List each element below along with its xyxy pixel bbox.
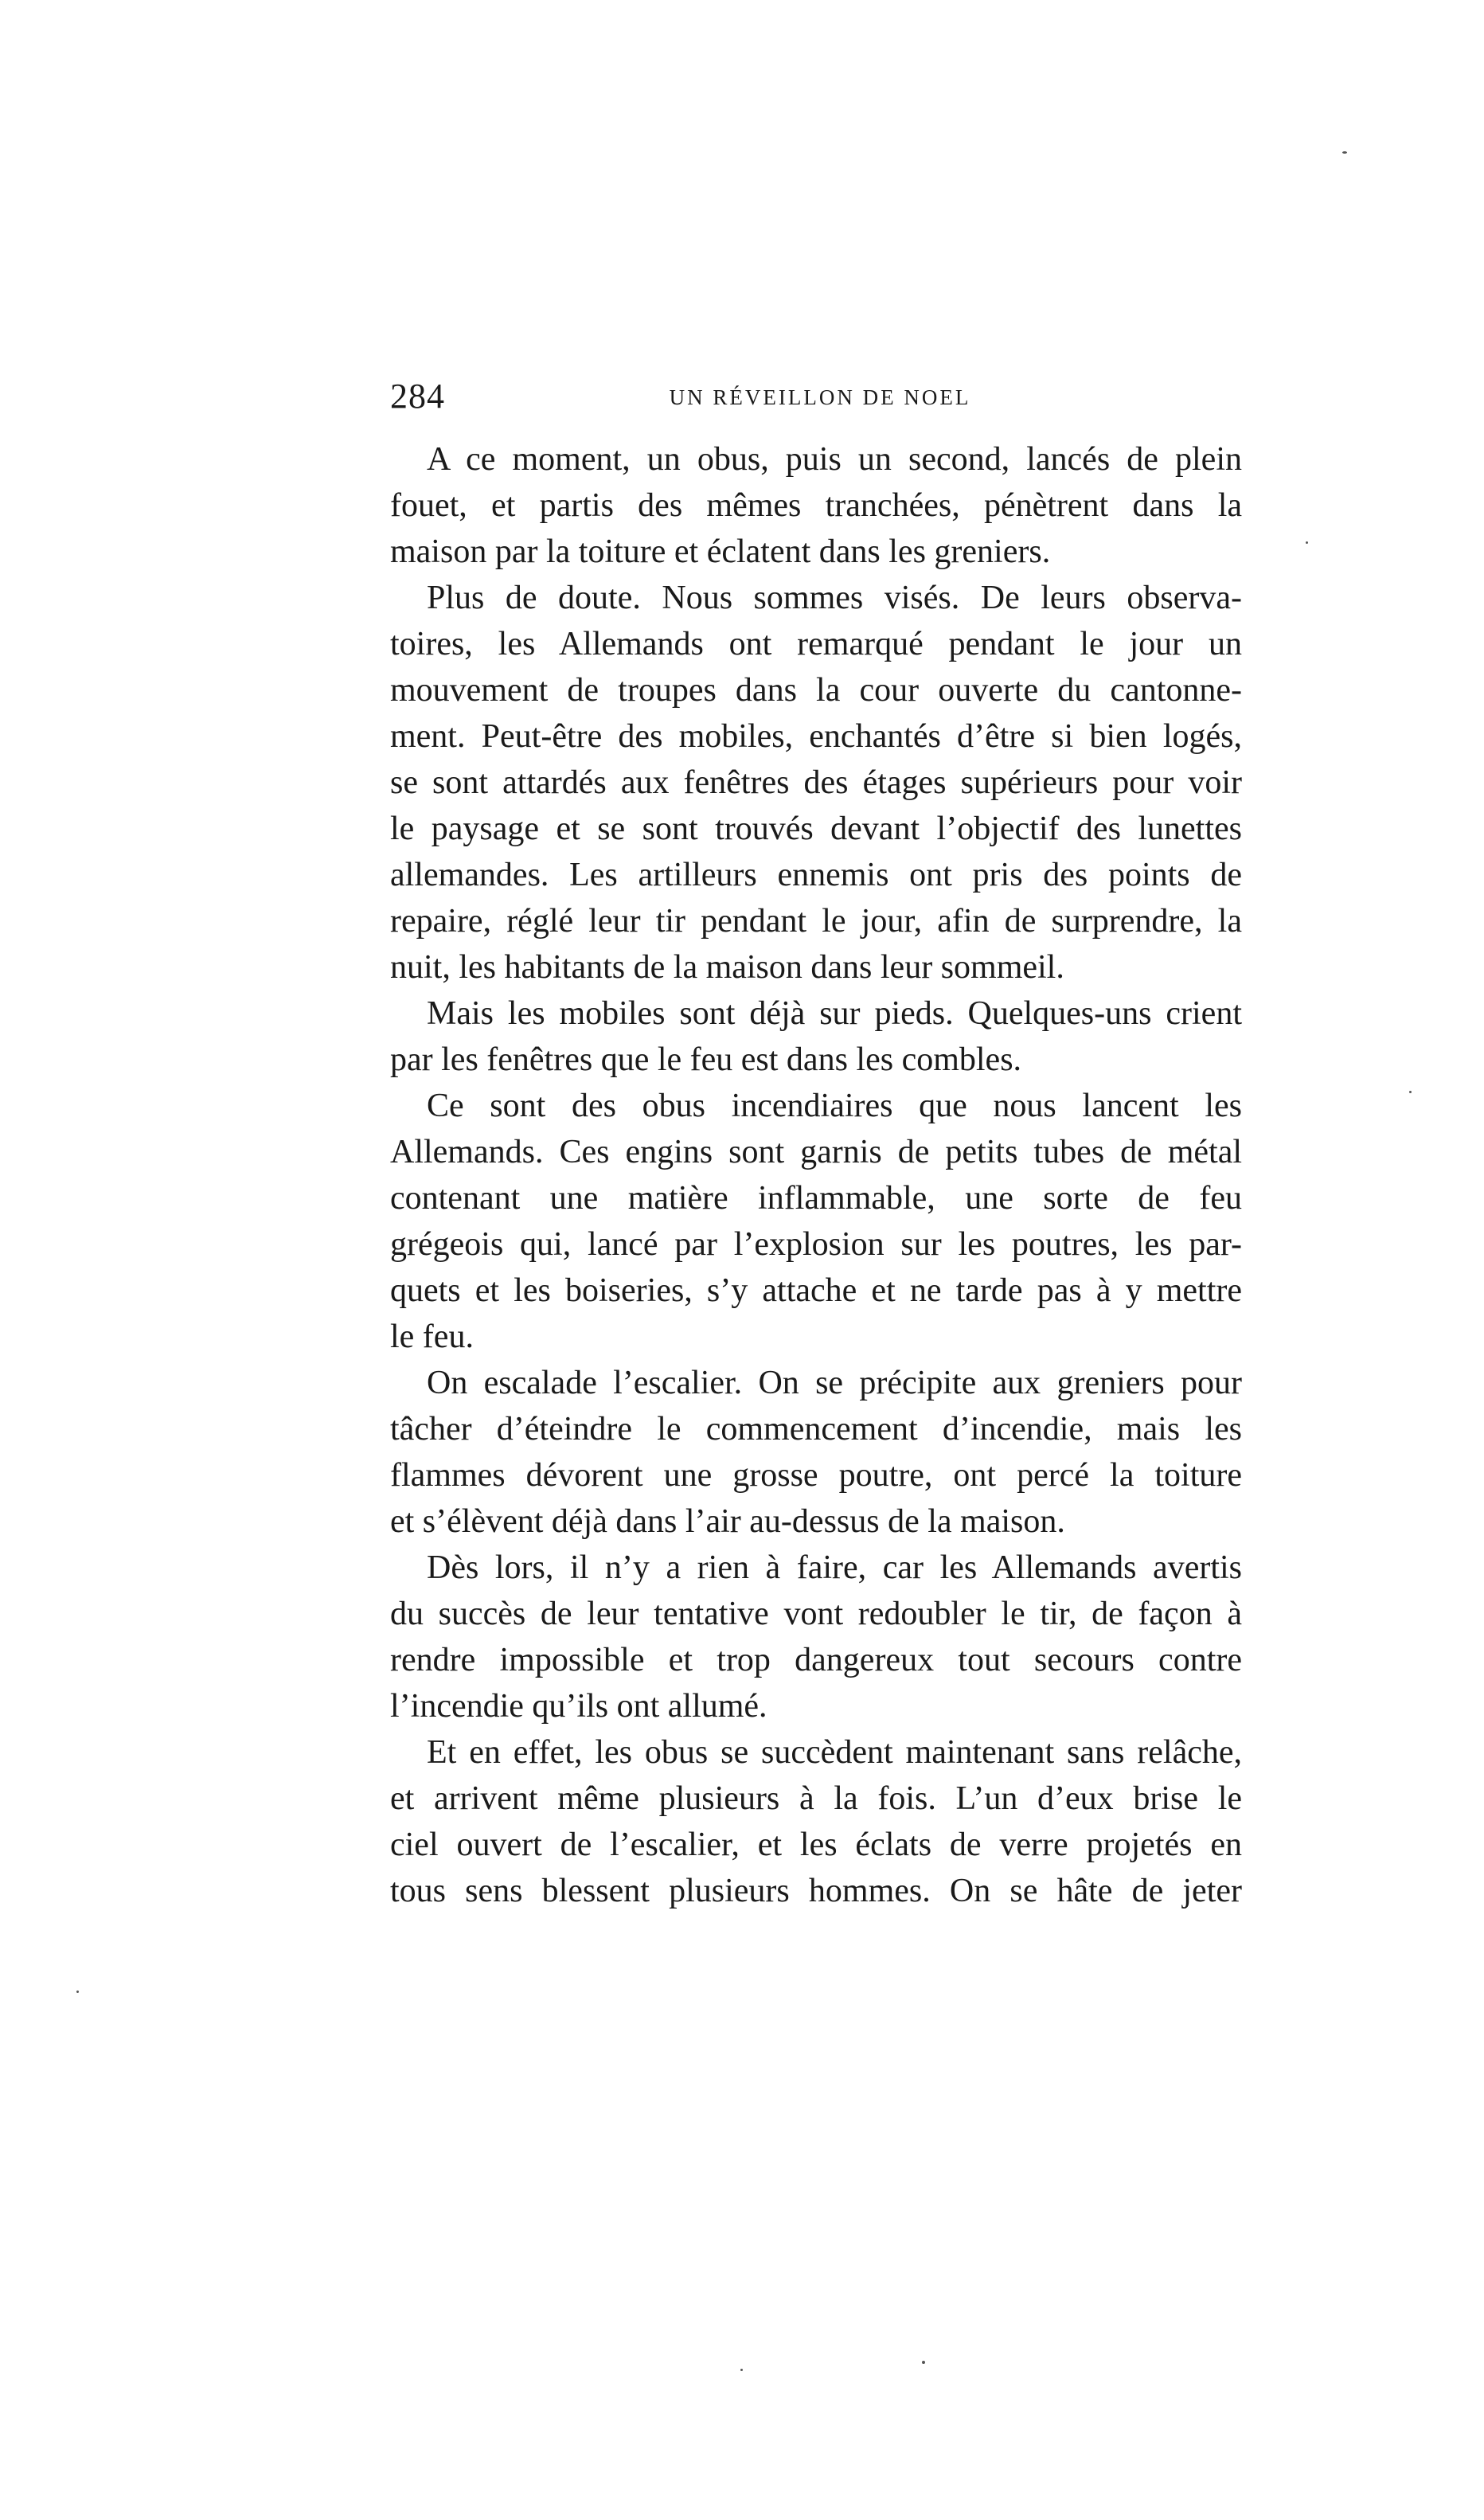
- text-line: toires, les Allemands ont remarqué pendant le jour un: [390, 626, 1242, 662]
- text-line: quets et les boiseries, s’y attache et ne tarde pas à y mettre: [390, 1272, 1242, 1309]
- paragraph: [390, 575, 1242, 990]
- text-line: le paysage et se sont trouvés devant l’objectif des lunettes: [390, 811, 1242, 847]
- running-title: UN RÉVEILLON DE NOEL: [669, 385, 971, 409]
- text-line: tâcher d’éteindre le commencement d’incendie, mais les: [390, 1411, 1242, 1448]
- text-line: Dès lors, il n’y a rien à faire, car les Allemands avertis: [427, 1549, 1242, 1586]
- text-line: Plus de doute. Nous sommes visés. De leurs observa-: [427, 580, 1242, 616]
- paragraph: [390, 1083, 1242, 1360]
- text-line: et s’élèvent déjà dans l’air au-dessus de la maison.: [390, 1503, 1065, 1540]
- paragraph: [390, 990, 1242, 1083]
- text-line: tous sens blessent plusieurs hommes. On se hâte de jeter: [390, 1873, 1242, 1909]
- text-line: ciel ouvert de l’escalier, et les éclats de verre projetés en: [390, 1827, 1242, 1863]
- text-line: se sont attardés aux fenêtres des étages supérieurs pour voir: [390, 764, 1242, 801]
- text-line: le feu.: [390, 1319, 474, 1355]
- text-line: Et en effet, les obus se succèdent maintenant sans relâche,: [427, 1734, 1242, 1771]
- paragraph: [390, 1545, 1242, 1729]
- paragraph: [390, 1360, 1242, 1545]
- text-line: contenant une matière inflammable, une sorte de feu: [390, 1180, 1242, 1217]
- text-line: allemandes. Les artilleurs ennemis ont pris des points de: [390, 857, 1242, 893]
- text-line: mouvement de troupes dans la cour ouverte du cantonne-: [390, 672, 1242, 709]
- text-line: nuit, les habitants de la maison dans leur sommeil.: [390, 949, 1064, 986]
- paper-speck: [1306, 541, 1308, 544]
- text-line: rendre impossible et trop dangereux tout secours contre: [390, 1642, 1242, 1678]
- text-line: maison par la toiture et éclatent dans les greniers.: [390, 533, 1051, 570]
- body-text: [390, 436, 1242, 1914]
- text-line: et arrivent même plusieurs à la fois. L’un d’eux brise le: [390, 1780, 1242, 1817]
- paragraph: [390, 436, 1242, 575]
- paper-speck: [740, 2369, 743, 2371]
- text-line: flammes dévorent une grosse poutre, ont percé la toiture: [390, 1457, 1242, 1494]
- page-number: 284: [390, 377, 445, 416]
- text-line: fouet, et partis des mêmes tranchées, pénètrent dans la: [390, 487, 1242, 524]
- text-line: ment. Peut-être des mobiles, enchantés d’être si bien logés,: [390, 718, 1242, 755]
- paper-speck: [1342, 151, 1347, 154]
- text-line: par les fenêtres que le feu est dans les combles.: [390, 1041, 1022, 1078]
- paper-speck: [922, 2361, 925, 2364]
- paper-speck: [76, 1991, 79, 1993]
- text-line: grégeois qui, lancé par l’explosion sur les poutres, les par-: [390, 1226, 1242, 1263]
- paper-speck: [1409, 1091, 1412, 1093]
- paragraph: [390, 1729, 1242, 1914]
- text-line: Allemands. Ces engins sont garnis de petits tubes de métal: [390, 1134, 1242, 1170]
- text-line: Mais les mobiles sont déjà sur pieds. Quelques-uns crient: [427, 995, 1242, 1032]
- text-line: l’incendie qu’ils ont allumé.: [390, 1688, 767, 1725]
- text-line: Ce sont des obus incendiaires que nous lancent les: [427, 1088, 1242, 1124]
- text-line: On escalade l’escalier. On se précipite aux greniers pour: [427, 1365, 1242, 1401]
- text-line: du succès de leur tentative vont redoubler le tir, de façon à: [390, 1596, 1242, 1632]
- text-line: A ce moment, un obus, puis un second, lancés de plein: [427, 441, 1242, 478]
- running-head: [390, 373, 1242, 420]
- text-line: repaire, réglé leur tir pendant le jour, afin de surprendre, la: [390, 903, 1242, 940]
